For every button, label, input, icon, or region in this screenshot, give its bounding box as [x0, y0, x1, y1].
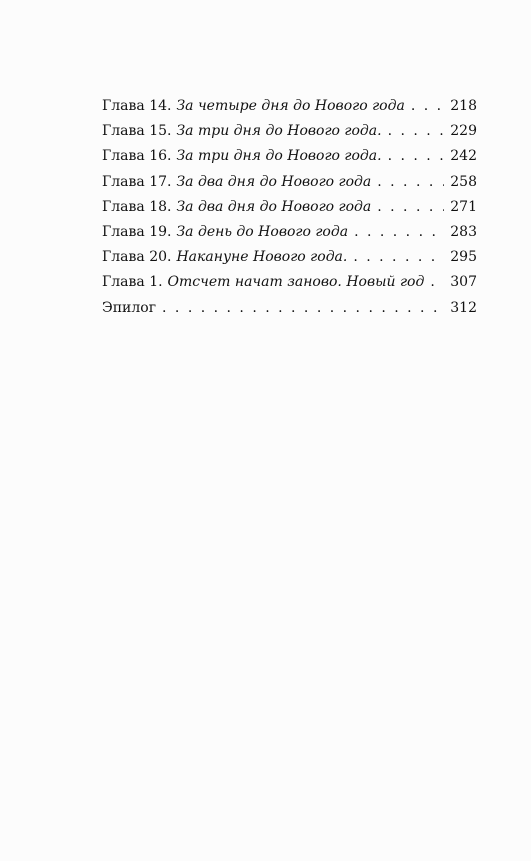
table-of-contents [102, 94, 477, 321]
page-number: 295 [450, 249, 477, 266]
dot-leaders [388, 119, 445, 144]
page-number: 307 [450, 274, 477, 291]
dot-leaders [388, 144, 445, 169]
toc-entry-chapter-14 [102, 94, 477, 119]
page-number: 312 [450, 299, 477, 316]
toc-entry-chapter-19 [102, 220, 477, 245]
toc-entry-chapter-18 [102, 195, 477, 220]
toc-entry-chapter-15 [102, 119, 477, 144]
dot-leaders [353, 245, 444, 270]
dot-leaders [162, 296, 444, 321]
chapter-label: Глава 19. [102, 223, 172, 240]
page-number: 218 [450, 98, 477, 114]
chapter-label: Глава 17. [102, 173, 172, 190]
toc-entry-chapter-20 [102, 245, 477, 270]
dot-leaders [430, 270, 444, 295]
toc-entry-chapter-1 [102, 270, 477, 295]
page-number: 271 [450, 198, 477, 215]
page-number: 229 [450, 123, 477, 140]
chapter-label: Глава 14. [102, 98, 172, 114]
chapter-title: За два дня до Нового года [176, 173, 372, 190]
chapter-label: Глава 1. [102, 274, 163, 291]
dot-leaders [377, 195, 444, 220]
toc-entry-chapter-16 [102, 144, 477, 169]
dot-leaders [377, 170, 444, 195]
chapter-title: За день до Нового года [176, 223, 349, 240]
page-number: 283 [450, 223, 477, 240]
page-number: 242 [450, 148, 477, 165]
epilogue-label: Эпилог [102, 299, 157, 316]
chapter-title: Отсчет начат заново. Новый год [167, 274, 425, 291]
chapter-title: За два дня до Нового года [176, 198, 372, 215]
chapter-title: За четыре дня до Нового года [176, 98, 405, 114]
chapter-title: За три дня до Нового года. [176, 148, 382, 165]
chapter-label: Глава 15. [102, 123, 172, 140]
page-number: 258 [450, 173, 477, 190]
dot-leaders [411, 94, 444, 119]
dot-leaders [354, 220, 444, 245]
toc-entry-chapter-17 [102, 170, 477, 195]
chapter-label: Глава 16. [102, 148, 172, 165]
chapter-title: Накануне Нового года. [176, 249, 348, 266]
toc-entry-epilogue [102, 296, 477, 321]
chapter-label: Глава 20. [102, 249, 172, 266]
chapter-label: Глава 18. [102, 198, 172, 215]
chapter-title: За три дня до Нового года. [176, 123, 382, 140]
